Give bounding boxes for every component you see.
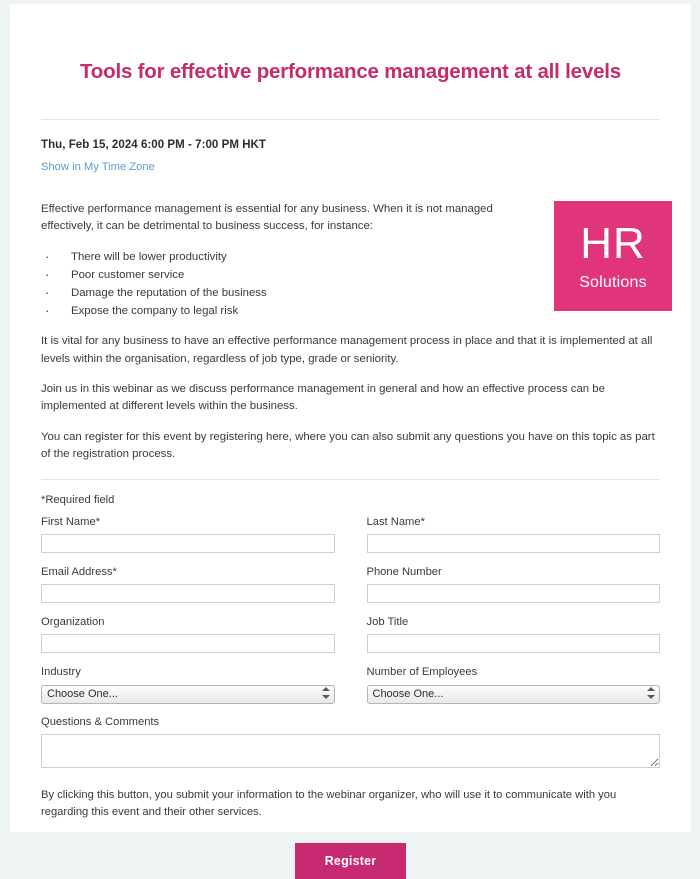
field-group-organization (41, 616, 351, 653)
email-label: Email Address* (41, 566, 117, 579)
description-intro: Effective performance management is essential for any business. When it is not managed effectively, it can be detrimental to business success, for instance: (41, 202, 493, 232)
phone-input[interactable] (367, 584, 661, 603)
registration-form (41, 516, 660, 768)
description-paragraph-3: You can register for this event by registering here, where you can also submit any questions you have on this topic as part of the registration process. (41, 430, 655, 460)
registration-card (10, 4, 691, 868)
form-divider (41, 479, 660, 480)
comments-textarea[interactable] (41, 734, 660, 768)
industry-select-wrap (41, 684, 335, 703)
header-divider (41, 119, 660, 120)
logo-primary-text: HR (580, 218, 646, 268)
job-title-input[interactable] (367, 634, 661, 653)
logo-secondary-text: Solutions (579, 273, 647, 291)
description-section (41, 201, 660, 321)
content-column (41, 4, 660, 879)
first-name-label: First Name* (41, 516, 101, 529)
organization-input[interactable] (41, 634, 335, 653)
organization-label: Organization (41, 616, 105, 629)
field-group-phone (351, 566, 661, 603)
email-input[interactable] (41, 584, 335, 603)
job-title-label: Job Title (366, 616, 409, 629)
list-item: · Poor customer service (41, 266, 515, 284)
list-item: · There will be lower productivity (41, 248, 515, 266)
event-datetime: Thu, Feb 15, 2024 6:00 PM - 7:00 PM HKT (41, 138, 266, 151)
industry-label: Industry (41, 666, 81, 679)
show-in-my-time-zone-link[interactable]: Show in My Time Zone (41, 160, 155, 173)
phone-label: Phone Number (366, 566, 442, 579)
submit-row (41, 843, 660, 879)
description-paragraph-1: It is vital for any business to have an effective performance management process in place and that it is implemented at all levels within the organisation, regardless of job type, grade or seniority. (41, 335, 653, 365)
required-field-note: *Required field (41, 494, 115, 507)
submit-disclaimer: By clicking this button, you submit your information to the webinar organizer, who will use it to communicate with you regarding this event and their other services. (41, 789, 617, 819)
field-group-industry (41, 666, 351, 703)
employees-select[interactable] (367, 685, 661, 704)
field-group-employees (351, 666, 661, 703)
page-title: Tools for effective performance management at all levels (80, 60, 621, 83)
industry-select[interactable] (41, 685, 335, 704)
field-group-comments (41, 716, 660, 768)
description-bullet-list (41, 248, 515, 320)
list-item: · Expose the company to legal risk (41, 302, 515, 320)
comments-label: Questions & Comments (41, 716, 160, 729)
hr-solutions-logo (554, 201, 672, 311)
employees-select-wrap (367, 684, 661, 703)
last-name-label: Last Name* (366, 516, 425, 529)
first-name-input[interactable] (41, 534, 335, 553)
field-group-first-name (41, 516, 351, 553)
field-group-job-title (351, 616, 661, 653)
field-group-email (41, 566, 351, 603)
register-button[interactable]: Register (295, 843, 407, 879)
employees-label: Number of Employees (366, 666, 478, 679)
list-item: · Damage the reputation of the business (41, 284, 515, 302)
description-paragraph-2: Join us in this webinar as we discuss performance management in general and how an effective process can be implemented at different levels within the business. (41, 382, 605, 413)
last-name-input[interactable] (367, 534, 661, 553)
field-group-last-name (351, 516, 661, 553)
